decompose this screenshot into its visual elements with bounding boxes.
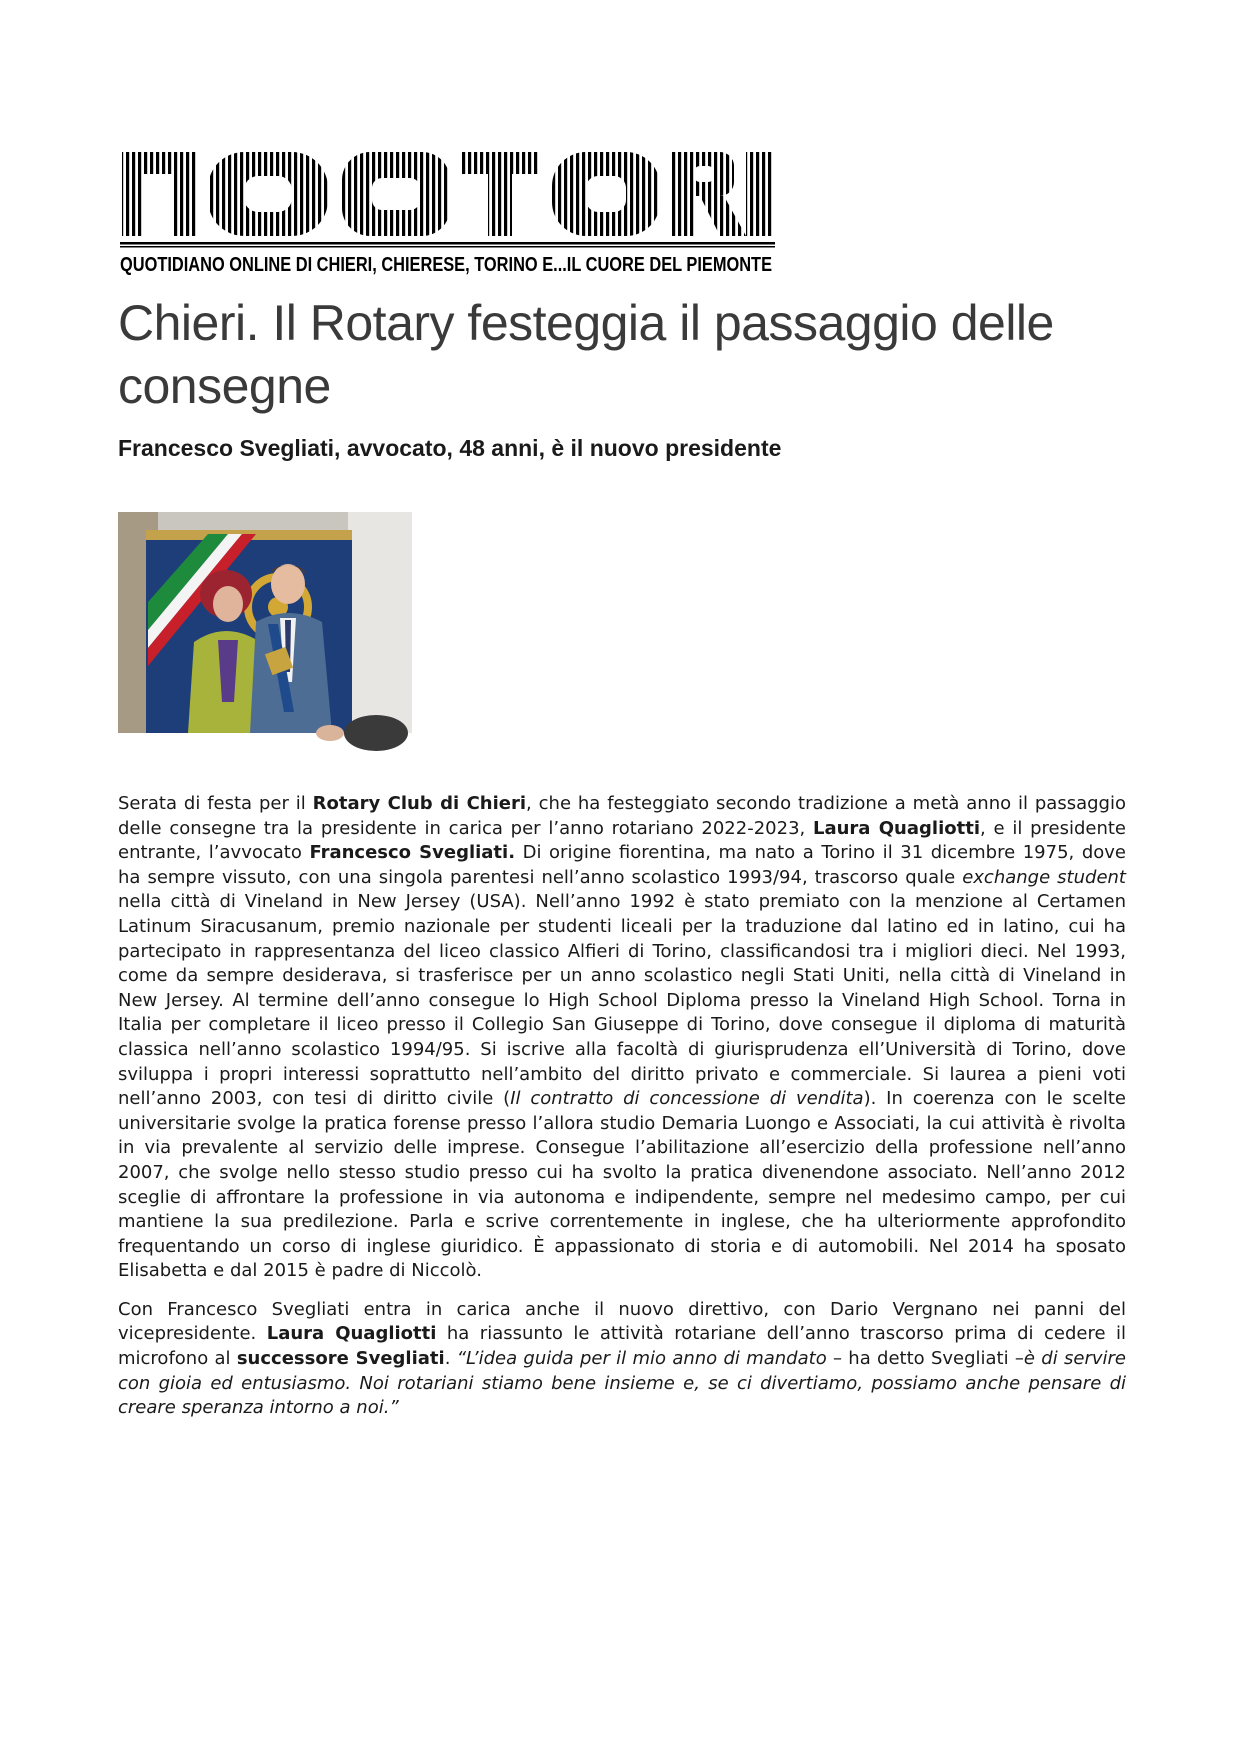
- article-body: [118, 792, 1126, 1435]
- masthead: [120, 150, 775, 274]
- article-paragraph-1: Serata di festa per il Rotary Club di Chieri, che ha festeggiato secondo tradizione a metà anno il passaggio delle consegne tra la presidente in carica per l’anno rotariano 2022-2023, Laura Quagliotti, e il presidente entrante, l’avvocato Francesco Svegliati. Di origine fiorentina, ma nato a Torino il 31 dicembre 1975, dove ha sempre vissuto, con una singola parentesi nell’anno scolastico 1993/94, trascorso quale exchange student nella città di Vineland in New Jersey (USA). Nell’anno 1992 è stato premiato con la menzione al Certamen Latinum Siracusanum, premio nazionale per studenti liceali per la traduzione dal latino ed in latino, cui ha partecipato in rappresentanza del liceo classico Alfieri di Torino, classificandosi tra i migliori dieci. Nel 1993, come da sempre desiderava, si trasferisce per un anno scolastico negli Stati Uniti, nella città di Vineland in New Jersey. Al termine dell’anno consegue lo High School Diploma presso la Vineland High School. Torna in Italia per completare il liceo presso il Collegio San Giuseppe di Torino, dove consegue il diploma di maturità classica nell’anno scolastico 1994/95. Si iscrive alla facoltà di giurisprudenza ell’Università di Torino, dove sviluppa i propri interessi soprattutto nell’ambito del diritto privato e commerciale. Si laurea a pieni voti nell’anno 2003, con tesi di diritto civile (Il contratto di concessione di vendita). In coerenza con le scelte universitarie svolge la pratica forense presso l’allora studio Demaria Luongo e Associati, la cui attività è rivolta in via prevalente al servizio delle imprese. Consegue l’abilitazione all’esercizio della professione nell’anno 2007, che svolge nello stesso studio presso cui ha svolto la pratica divenendone associato. Nell’anno 2012 sceglie di affrontare la professione in via autonoma e indipendente, sempre nel medesimo campo, per cui mantiene la sua predilezione. Parla e scrive correntemente in inglese, che ha ulteriormente approfondito frequentando un corso di inglese giuridico. È appassionato di storia e di automobili. Nel 2014 ha sposato Elisabetta e dal 2015 è padre di Niccolò.: [118, 793, 1127, 1282]
- article-subtitle: Francesco Svegliati, avvocato, 48 anni, è il nuovo presidente: [118, 435, 782, 461]
- article-title: Chieri. Il Rotary festeggia il passaggio delle consegne: [118, 295, 1054, 414]
- article-paragraph-2: Con Francesco Svegliati entra in carica anche il nuovo direttivo, con Dario Vergnano nei panni del vicepresidente. Laura Quagliotti ha riassunto le attività rotariane dell’anno trascorso prima di cedere il microfono al successore Svegliati. “L’idea guida per il mio anno di mandato – ha detto Svegliati –è di servire con gioia ed entusiasmo. Noi rotariani stiamo bene insieme e, se ci divertiamo, possiamo anche pensare di creare speranza intorno a noi.”: [118, 1298, 1127, 1419]
- article-photo: [118, 512, 412, 733]
- masthead-logo: [120, 150, 775, 274]
- masthead-tagline: QUOTIDIANO ONLINE DI CHIERI, CHIERESE, TORINO E...IL CUORE DEL PIEMONTE: [120, 253, 772, 276]
